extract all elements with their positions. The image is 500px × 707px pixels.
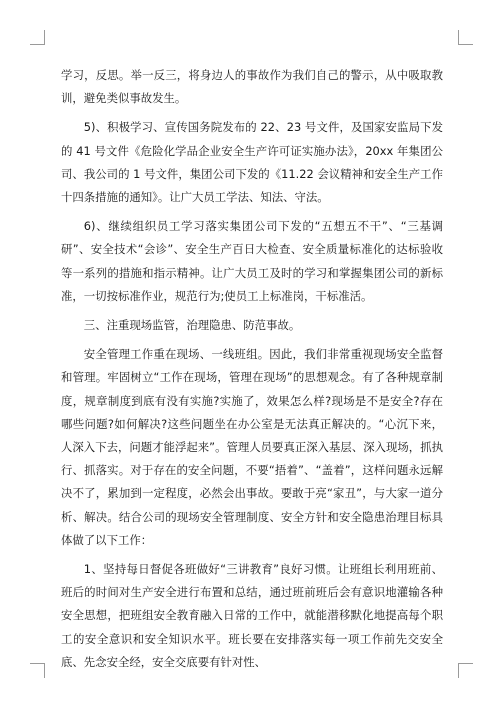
crop-mark-top-left — [30, 30, 45, 45]
crop-mark-bottom-left — [30, 663, 45, 678]
section-heading: 三、注重现场监管，治理隐患、防范事故。 — [83, 318, 301, 333]
paragraph-5: 安全管理工作重在现场、一线班组。因此，我们非常重视现场安全监督和管理。牢固树立“工作在现场，管理在现场”的思想观念。有了各种规章制度，规章制度到底有没有实施?实施了，效果怎么样?现场是不是安全?存在哪些问题?如何解决?这些问题坐在办公室是无法真正解决的。“心沉下来，人深入下去，问题才能浮起来”。管理人员要真正深入基层、深入现场，抓执行、抓落实。对于存在的安全问题，不要“捂着”、“盖着”，这样问题永远解决不了，累加到一定程度，必然会出事故。要敢于亮“家丑”，与大家一道分析、解决。结合公司的现场安全管理制度、安全方针和安全隐患治理目标具体做了以下工作： — [61, 347, 443, 547]
paragraph-6: 1、坚持每日督促各班做好“三讲教育”良好习惯。让班组长利用班前、班后的时间对生产安全进行布置和总结，通过班前班后会有意识地灌输各种安全思想，把班组安全教育融入日常的工作中，就能潜移默化地提高每个职工的安全意识和安全知识水平。班长要在安排落实每一项工作前先交安全底、先念安全经，安全交底要有针对性、 — [61, 562, 443, 669]
paragraph-2: 5)、积极学习、宣传国务院发布的 22、23 号文件，及国家安监局下发的 41 号文件《危险化学品企业安全生产许可证实施办法》，20xx 年集团公司、我公司的 1 号文件，集团公司下发的《11.22 会议精神和安全生产工作十四条措施的通知》。让广大员工学法、知法、守法。 — [61, 120, 443, 205]
paragraph-1: 学习，反思。举一反三，将身边人的事故作为我们自己的警示，从中吸取教训，避免类似事故发生。 — [61, 68, 443, 106]
crop-mark-top-right — [458, 30, 473, 45]
crop-mark-bottom-right — [458, 663, 473, 678]
paragraph-3: 6)、继续组织员工学习落实集团公司下发的“五想五不干”、“三基调研”、安全技术“会诊”、安全生产百日大检查、安全质量标准化的达标验收等一系列的措施和指示精神。让广大员工及时的学习和掌握集团公司的新标准，一切按标准作业，规范行为;使员工上标准岗，干标准活。 — [61, 219, 443, 303]
document-body — [61, 64, 443, 674]
